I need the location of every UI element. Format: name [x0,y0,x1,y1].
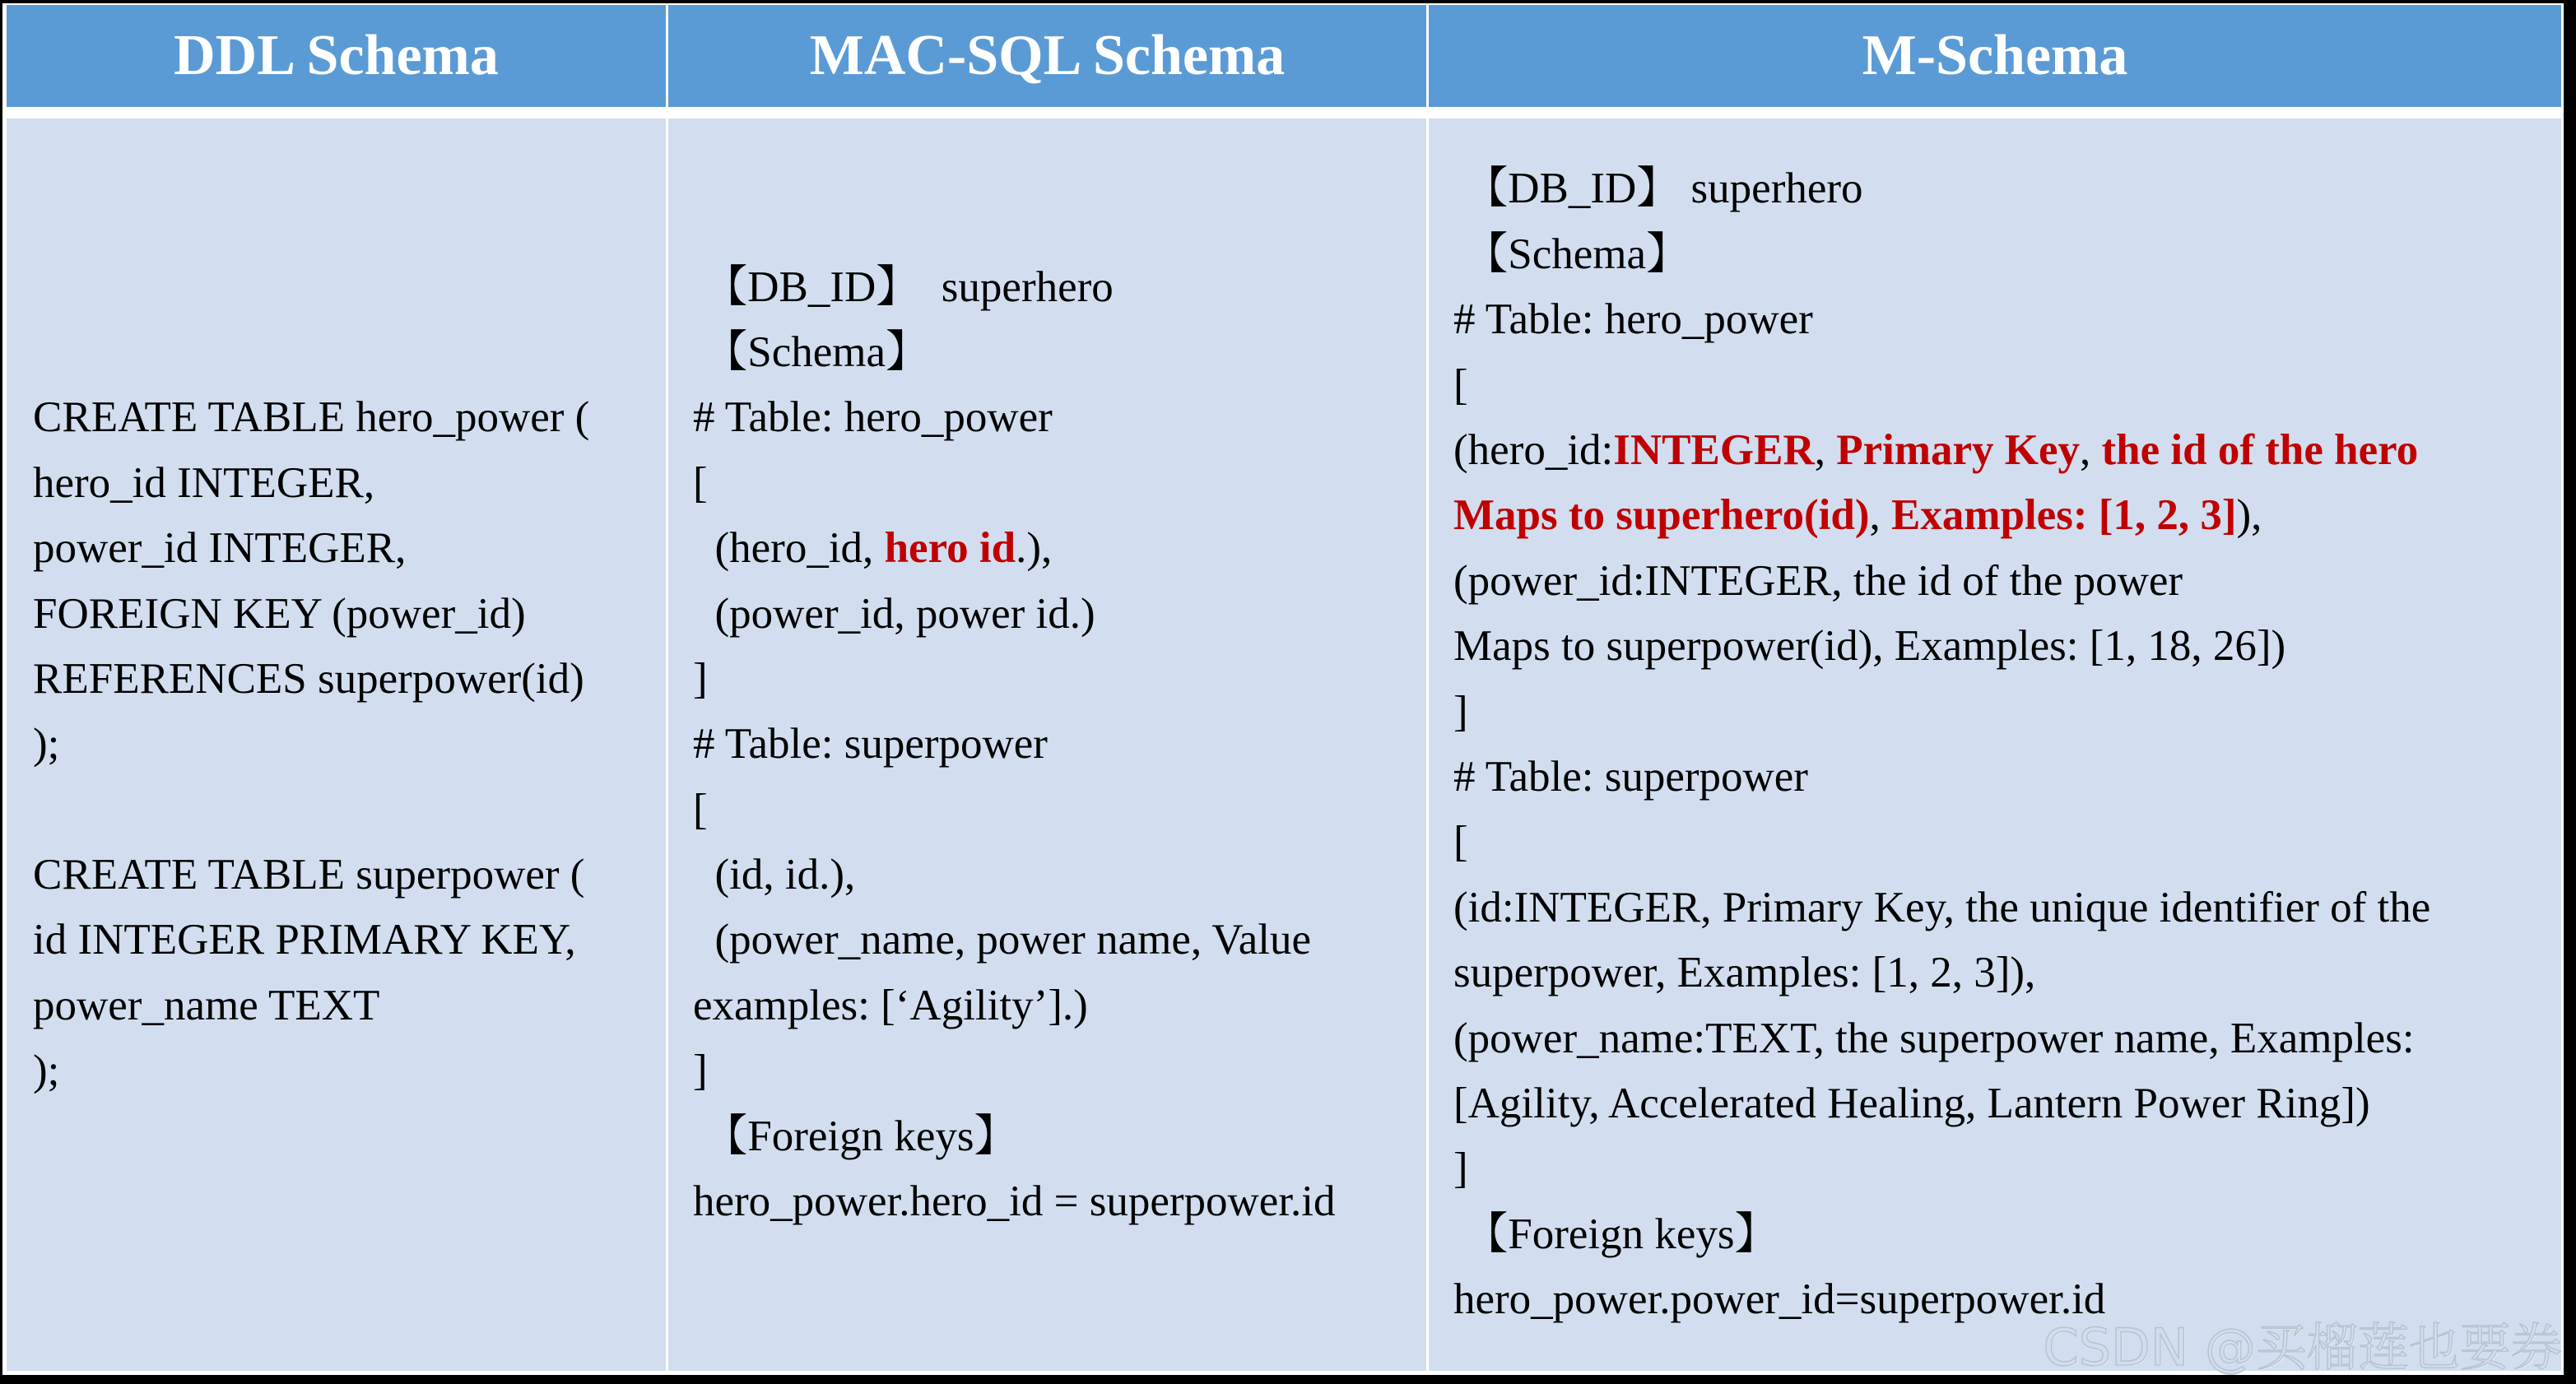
code-line: hero_id INTEGER, [33,458,375,507]
schema-text: # Table: superpower [693,720,1048,769]
schema-line [693,908,1426,973]
schema-text: 【Foreign keys】 [1453,1210,1779,1258]
schema-text: Maps to superpower(id), Examples: [1, 18, 26]) [1453,622,2286,671]
schema-line [1453,156,2561,221]
schema-line [1453,1136,2561,1201]
schema-text: 【Schema】 [693,327,930,376]
schema-line [693,712,1426,777]
schema-line [1453,810,2561,875]
code-line: FOREIGN KEY (power_id) [33,589,526,638]
schema-line [693,320,1426,385]
schema-line [1453,353,2561,418]
ddl-schema-cell [7,118,666,1371]
header-ddl-schema: DDL Schema [7,5,666,107]
schema-line [693,385,1426,450]
schema-text: [ [1453,360,1468,409]
highlighted-text: the id of the hero [2101,426,2419,475]
schema-text: , [2080,426,2102,475]
schema-text: , [1814,426,1837,475]
schema-text: [Agility, Accelerated Healing, Lantern Power Ring]) [1453,1079,2370,1127]
schema-text: (hero_id: [1453,426,1614,475]
schema-line [693,516,1426,581]
schema-text: ] [1453,687,1468,736]
highlighted-text: Maps to superhero(id) [1453,491,1870,540]
schema-line [693,647,1426,712]
schema-line [693,451,1426,516]
mac-sql-schema-lines [668,255,1426,1235]
schema-line [1453,287,2561,352]
schema-text: # Table: hero_power [1453,295,1813,344]
m-schema-lines [1429,156,2561,1332]
schema-text: (power_id:INTEGER, the id of the power [1453,556,2183,605]
schema-text: .), [1016,524,1053,573]
schema-line [1453,875,2561,940]
ddl-schema-lines [7,385,666,1103]
schema-line [1453,418,2561,483]
schema-text: (hero_id, [693,524,885,573]
code-line: power_id INTEGER, [33,524,407,573]
schema-text: hero_power.hero_id = superpower.id [693,1177,1336,1226]
schema-text: 【DB_ID】 superhero [693,262,1114,311]
code-line: power_name TEXT [33,981,380,1029]
schema-line [693,1104,1426,1169]
code-line: REFERENCES superpower(id) [33,654,584,703]
schema-line [1453,1071,2561,1136]
schema-text: ] [693,1047,708,1095]
code-line: CREATE TABLE hero_power ( [33,393,590,442]
schema-line [1453,1267,2561,1332]
schema-line [1453,549,2561,614]
code-line [33,778,666,843]
schema-text: examples: [‘Agility’].) [693,981,1088,1029]
schema-text: superpower, Examples: [1, 2, 3]), [1453,949,2036,997]
schema-text: (power_name, power name, Value [693,916,1312,964]
schema-text: (power_name:TEXT, the superpower name, Examples: [1453,1014,2415,1062]
schema-line [693,1038,1426,1103]
schema-text: # Table: hero_power [693,393,1053,442]
header-mac-sql-schema: MAC-SQL Schema [668,5,1426,107]
schema-text: [ [693,458,708,507]
schema-line [1453,680,2561,745]
schema-text: # Table: superpower [1453,753,1808,801]
schema-line [1453,745,2561,810]
schema-line [1453,940,2561,1005]
schema-text: [ [693,785,708,834]
schema-text: ), [2236,491,2262,540]
schema-line [1453,483,2561,548]
csdn-watermark: CSDN @买榴莲也要券 [2043,1317,2562,1377]
mac-sql-schema-cell [668,118,1426,1371]
m-schema-cell [1429,118,2562,1377]
highlighted-text: hero id [884,524,1016,573]
schema-text: [ [1453,818,1468,866]
schema-line [693,1169,1426,1234]
schema-text: 【Foreign keys】 [693,1112,1018,1160]
code-line: ); [33,1047,60,1095]
schema-text: ] [693,654,708,703]
code-line: CREATE TABLE superpower ( [33,851,585,899]
highlighted-text: Primary Key [1836,426,2081,475]
schema-text: 【DB_ID】 superhero [1453,165,1863,213]
schema-line [1453,222,2561,287]
header-m-schema: M-Schema [1429,5,2561,107]
schema-line [1453,614,2561,679]
schema-text: (power_id, power id.) [693,589,1095,638]
schema-line [693,255,1426,320]
highlighted-text: Examples: [1, 2, 3] [1890,491,2237,540]
highlighted-text: INTEGER [1613,426,1815,475]
schema-line [693,973,1426,1038]
schema-text: (id, id.), [693,851,856,899]
schema-text: hero_power.power_id=superpower.id [1453,1275,2106,1324]
schema-line [1453,1006,2561,1071]
schema-text: , [1869,491,1891,540]
schema-line [693,778,1426,843]
schema-text: 【Schema】 [1453,230,1690,278]
schema-line [1453,1202,2561,1267]
schema-line [693,582,1426,647]
schema-text: ] [1453,1145,1468,1193]
schema-comparison-table [2,3,2564,1375]
code-line: ); [33,720,60,769]
schema-text: (id:INTEGER, Primary Key, the unique identifier of the [1453,883,2431,931]
schema-line [693,843,1426,908]
code-line: id INTEGER PRIMARY KEY, [33,916,576,964]
